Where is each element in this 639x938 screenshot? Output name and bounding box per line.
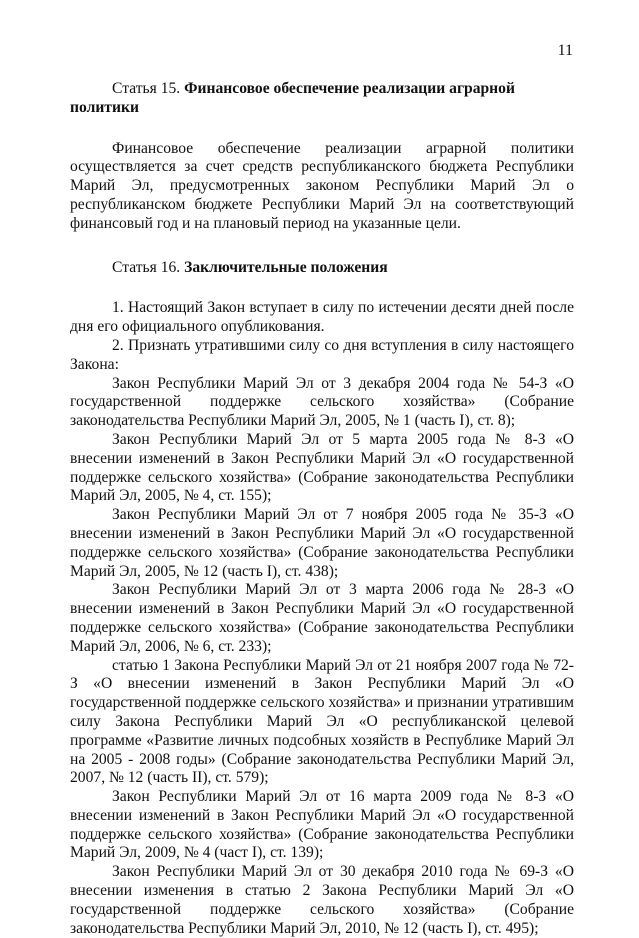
repealed-law-item: Закон Республики Марий Эл от 30 декабря 2010 года № 69-З «О внесении изменения в статью 2 Закона Республики Марий Эл «О государственной поддержке сельского хозяйства» (Собрание законодательства Республики Марий Эл, 2010, № 12 (часть I), ст. 495); bbox=[70, 863, 574, 937]
repealed-law-item: Закон Республики Марий Эл от 5 марта 2005 года № 8-З «О внесении изменений в Закон Республики Марий Эл «О государственной поддержке сельского хозяйства» (Собрание законодательства Республики Марий Эл, 2005, № 4, ст. 155); bbox=[70, 430, 574, 505]
article-16-prefix: Статья 16. bbox=[112, 258, 181, 276]
repealed-law-item: Закон Республики Марий Эл от 16 марта 2009 года № 8-З «О внесении изменений в Закон Республики Марий Эл «О государственной поддержке сельского хозяйства» (Собрание законодательства Республики Марий Эл, 2009, № 4 (част I), ст. 139); bbox=[70, 788, 574, 862]
article-15-body: Финансовое обеспечение реализации аграрной политики осуществляется за счет средств республиканского бюджета Республики Марий Эл, предусмотренных законом Республики Марий Эл о республиканском бюджете Республики Марий Эл на соответствующий финансовый год и на плановый период на указанные цели. bbox=[70, 139, 574, 232]
article-15-title: Финансовое обеспечение реализации аграрной политики bbox=[70, 80, 515, 116]
repealed-law-item: статью 1 Закона Республики Марий Эл от 21 ноября 2007 года № 72-З «О внесении изменений в Закон Республики Марий Эл «О государственной поддержке сельского хозяйства» и признании утратившим силу Закона Республики Марий Эл «О республиканской целевой программе «Развитие личных подсобных хозяйств в Республике Марий Эл на 2005 - 2008 годы» (Собрание законодательства Республики Марий Эл, 2007, № 12 (часть II), ст. 579); bbox=[70, 656, 574, 787]
article-16-title: Заключительные положения bbox=[184, 258, 388, 276]
article-16-heading bbox=[70, 259, 574, 278]
repealed-law-item: Закон Республики Марий Эл от 7 ноября 2005 года № 35-З «О внесении изменений в Закон Республики Марий Эл «О государственной поддержке сельского хозяйства» (Собрание законодательства Республики Марий Эл, 2005, № 12 (часть I), ст. 438); bbox=[70, 506, 574, 580]
repealed-law-item: Закон Республики Марий Эл от 3 декабря 2004 года № 54-З «О государственной поддержке сельского хозяйства» (Собрание законодательства Республики Марий Эл, 2005, № 1 (часть I), ст. 8); bbox=[70, 374, 574, 430]
document-body bbox=[70, 80, 574, 938]
repealed-law-item: Закон Республики Марий Эл от 3 марта 2006 года № 28-З «О внесении изменений в Закон Республики Марий Эл «О государственной поддержке сельского хозяйства» (Собрание законодательства Республики Марий Эл, 2006, № 6, ст. 233); bbox=[70, 581, 574, 655]
article-15-heading bbox=[70, 80, 574, 118]
article-15-prefix: Статья 15. bbox=[112, 80, 181, 97]
article-16-paragraph: 2. Признать утратившими силу со дня вступления в силу настоящего Закона: bbox=[70, 336, 574, 373]
article-16-paragraph: 1. Настоящий Закон вступает в силу по истечении десяти дней после дня его официального опубликования. bbox=[70, 299, 574, 336]
page-number: 11 bbox=[557, 42, 573, 59]
